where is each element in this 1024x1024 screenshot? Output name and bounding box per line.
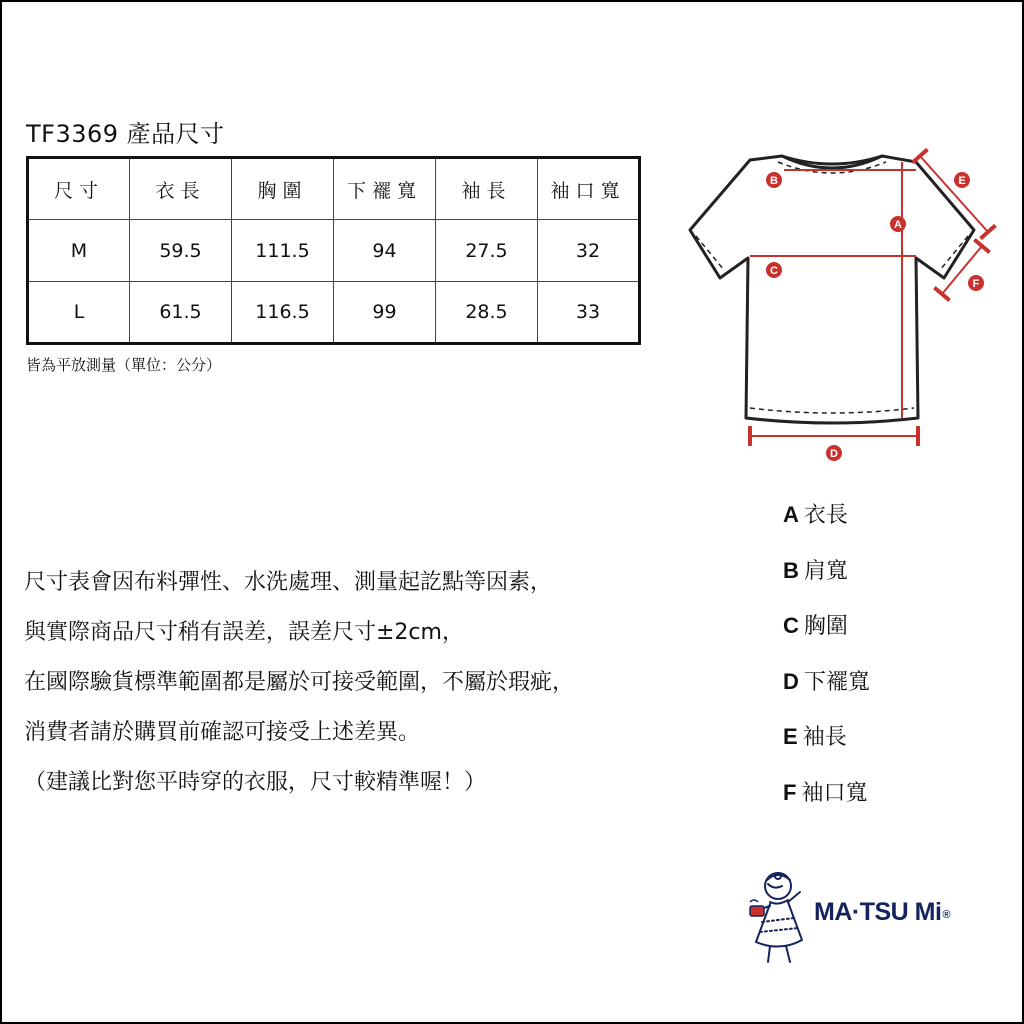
tshirt-stitching: [696, 162, 968, 413]
cell-hem-width: 99: [334, 282, 436, 344]
cell-sleeve-length: 28.5: [436, 282, 538, 344]
table-header-row: [28, 158, 640, 220]
disclaimer-line: 與實際商品尺寸稍有誤差，誤差尺寸±2cm，: [24, 620, 464, 645]
cell-size: M: [28, 220, 130, 282]
disclaimer-line: 消費者請於購買前確認可接受上述差異。: [24, 720, 421, 745]
legend-item: [783, 773, 870, 829]
header-sleeve-length: 袖長: [436, 158, 538, 220]
legend-label: 袖口寬: [801, 780, 868, 806]
header-length: 衣長: [130, 158, 232, 220]
legend-label: 袖長: [802, 725, 847, 750]
cell-length: 61.5: [130, 282, 232, 344]
legend-key: F: [783, 779, 797, 805]
cell-hem-width: 94: [334, 220, 436, 282]
header-cuff-width: 袖口寬: [538, 158, 640, 220]
cell-size: L: [28, 282, 130, 344]
header-chest: 胸圍: [232, 158, 334, 220]
brand-name: MA·TSU Mi: [814, 898, 942, 926]
legend-item: [783, 606, 870, 662]
legend-key: E: [783, 724, 798, 749]
table-row: [28, 282, 640, 344]
disclaimer-line: 在國際驗貨標準範圍都是屬於可接受範圍，不屬於瑕疵，: [24, 670, 575, 695]
marker-letter: C: [770, 265, 778, 277]
tshirt-diagram: [680, 140, 1000, 470]
brand-wordmark: [814, 898, 950, 927]
size-table: [26, 156, 641, 345]
marker-b: [766, 172, 782, 188]
marker-d: [826, 445, 842, 461]
measurement-legend: [783, 495, 870, 828]
legend-label: 肩寬: [803, 558, 848, 584]
legend-item: [783, 551, 870, 607]
legend-key: C: [783, 613, 799, 638]
marker-letter: B: [770, 175, 778, 187]
measure-lines: [750, 156, 988, 436]
marker-c: [766, 262, 782, 278]
measure-line-e: [920, 156, 988, 232]
disclaimer-line: （建議比對您平時穿的衣服，尺寸較精準喔！）: [24, 770, 487, 795]
cell-chest: 111.5: [232, 220, 334, 282]
registered-mark: ®: [942, 909, 951, 921]
header-hem-width: 下襬寬: [334, 158, 436, 220]
marker-letter: A: [894, 219, 902, 231]
marker-letter: E: [958, 175, 966, 187]
legend-label: 胸圍: [803, 614, 848, 639]
legend-key: B: [783, 557, 799, 583]
legend-label: 下襬寬: [803, 669, 870, 695]
marker-e: [954, 172, 970, 188]
cell-cuff-width: 32: [538, 220, 640, 282]
cell-chest: 116.5: [232, 282, 334, 344]
cell-length: 59.5: [130, 220, 232, 282]
product-size-title: TF3369 產品尺寸: [26, 120, 225, 148]
header-size: 尺寸: [28, 158, 130, 220]
cell-sleeve-length: 27.5: [436, 220, 538, 282]
brand-mascot-logo: [748, 866, 810, 966]
measurement-note: 皆為平放測量（單位：公分）: [26, 356, 222, 374]
disclaimer-paragraph: [24, 558, 574, 808]
legend-key: A: [783, 502, 799, 527]
tshirt-outline: [690, 156, 974, 423]
table-row: [28, 220, 640, 282]
legend-key: D: [783, 668, 799, 694]
legend-item: [783, 495, 870, 551]
cell-cuff-width: 33: [538, 282, 640, 344]
marker-f: [968, 275, 984, 291]
marker-letter: D: [830, 448, 838, 460]
marker-letter: F: [972, 278, 980, 290]
diagram-markers: [766, 172, 984, 461]
legend-item: [783, 717, 870, 773]
disclaimer-line: 尺寸表會因布料彈性、水洗處理、測量起訖點等因素，: [24, 570, 553, 595]
legend-item: [783, 662, 870, 718]
legend-label: 衣長: [803, 503, 848, 528]
marker-a: [890, 216, 906, 232]
